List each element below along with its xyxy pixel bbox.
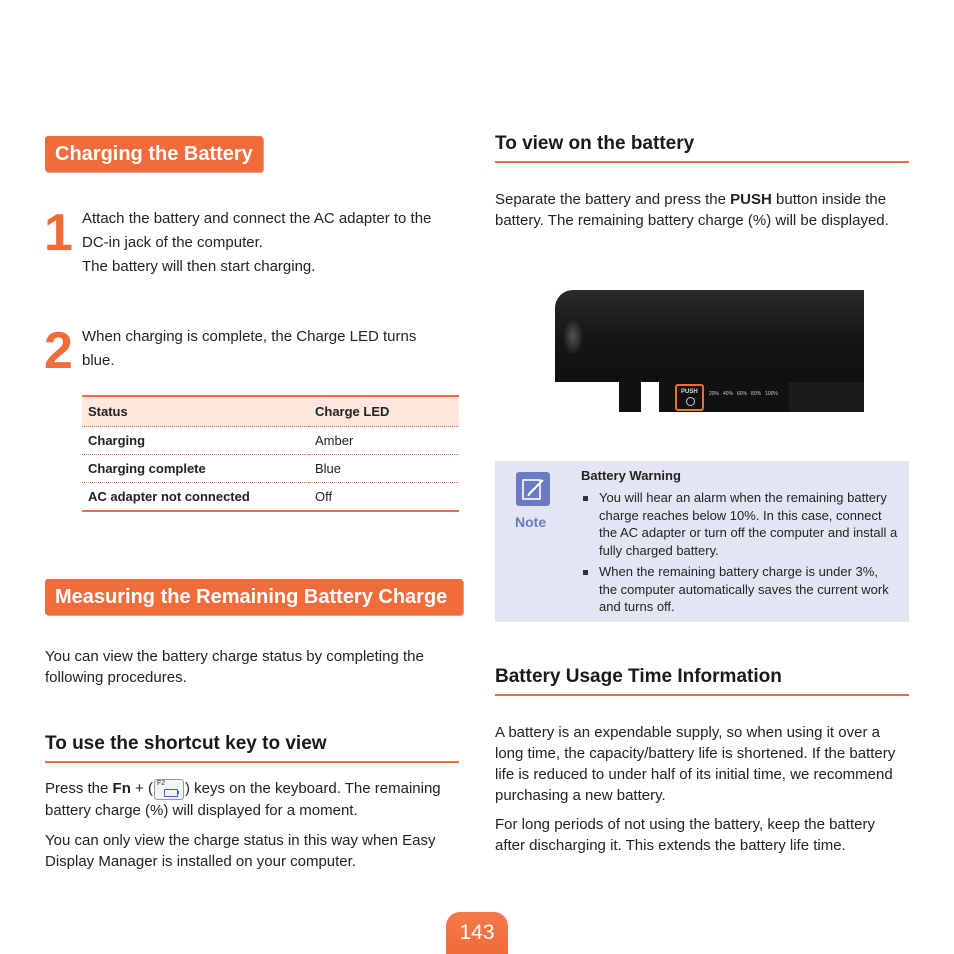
- step-2-number: 2: [44, 322, 73, 380]
- table-cell-status: AC adapter not connected: [82, 483, 309, 512]
- measuring-heading: Measuring the Remaining Battery Charge: [45, 579, 463, 615]
- push-button-highlight: [675, 384, 704, 411]
- table-cell-status: Charging: [82, 427, 309, 455]
- note-item: You will hear an alarm when the remaining battery charge reaches below 10%. In this case, connect the AC adapter or turn off the computer and install a fully charged battery.: [581, 489, 899, 559]
- shortcut-post: ) keys on the keyboard. The remaining battery charge (%) will displayed for a moment.: [45, 780, 441, 819]
- battery-view-text: [495, 189, 909, 231]
- charging-heading: Charging the Battery: [45, 136, 263, 172]
- table-header-row: [82, 396, 459, 427]
- level-80: 80%: [751, 391, 762, 397]
- level-40: 40%: [723, 391, 734, 397]
- usage-heading: Battery Usage Time Information: [495, 666, 909, 696]
- level-20: 20%: [709, 391, 720, 397]
- note-box: [495, 461, 909, 622]
- fn-key-label: Fn: [112, 780, 131, 797]
- step-1-number: 1: [44, 204, 73, 262]
- note-label: Note: [515, 514, 547, 530]
- table-header-status: Status: [82, 396, 309, 427]
- charge-led-table: [82, 395, 459, 512]
- note-title: Battery Warning: [581, 468, 681, 483]
- note-icon: [516, 472, 550, 506]
- step-1-line1: Attach the battery and connect the AC adapter to the DC-in jack of the computer.: [82, 210, 432, 251]
- table-cell-led: Blue: [309, 455, 459, 483]
- battery-key-icon: [154, 779, 184, 800]
- battery-image: [549, 290, 864, 412]
- measuring-intro: You can view the battery charge status by completing the following procedures.: [45, 648, 424, 686]
- battery-push-text: PUSH: [681, 389, 698, 395]
- shortcut-plus: + (: [130, 780, 153, 797]
- battery-view-pre: Separate the battery and press the: [495, 191, 731, 208]
- battery-view-post: button inside the battery. The remaining battery charge (%) will be displayed.: [495, 191, 889, 229]
- table-row: [82, 427, 459, 455]
- step-2-text: When charging is complete, the Charge LED turns blue.: [82, 328, 417, 369]
- table-cell-led: Off: [309, 483, 459, 512]
- table-row: [82, 483, 459, 512]
- push-label: PUSH: [730, 191, 772, 208]
- step-1-text: [82, 207, 462, 279]
- usage-paragraph-1: A battery is an expendable supply, so when using it over a long time, the capacity/battery life is shortened. If the battery life is reduced to under half of its initial time, we recommend purchasing a new battery.: [495, 724, 896, 804]
- table-cell-status: Charging complete: [82, 455, 309, 483]
- shortcut-note: You can only view the charge status in this way when Easy Display Manager is installed on your computer.: [45, 832, 436, 870]
- step-1-line2: The battery will then start charging.: [82, 258, 316, 275]
- note-list: [581, 489, 899, 620]
- page-number: 143: [446, 912, 508, 954]
- level-60: 60%: [737, 391, 748, 397]
- table-header-led: Charge LED: [309, 396, 459, 427]
- shortcut-heading: To use the shortcut key to view: [45, 733, 459, 763]
- table-cell-led: Amber: [309, 427, 459, 455]
- table-row: [82, 455, 459, 483]
- shortcut-pre: Press the: [45, 780, 113, 797]
- shortcut-text: [45, 778, 463, 821]
- level-100: 100%: [765, 391, 778, 397]
- battery-view-heading: To view on the battery: [495, 133, 909, 163]
- key-f2-label: F2: [156, 779, 166, 787]
- usage-paragraph-2: For long periods of not using the battery, keep the battery after discharging it. This extends the battery life time.: [495, 816, 875, 854]
- note-item: When the remaining battery charge is under 3%, the computer automatically saves the current work and turns off.: [581, 563, 899, 616]
